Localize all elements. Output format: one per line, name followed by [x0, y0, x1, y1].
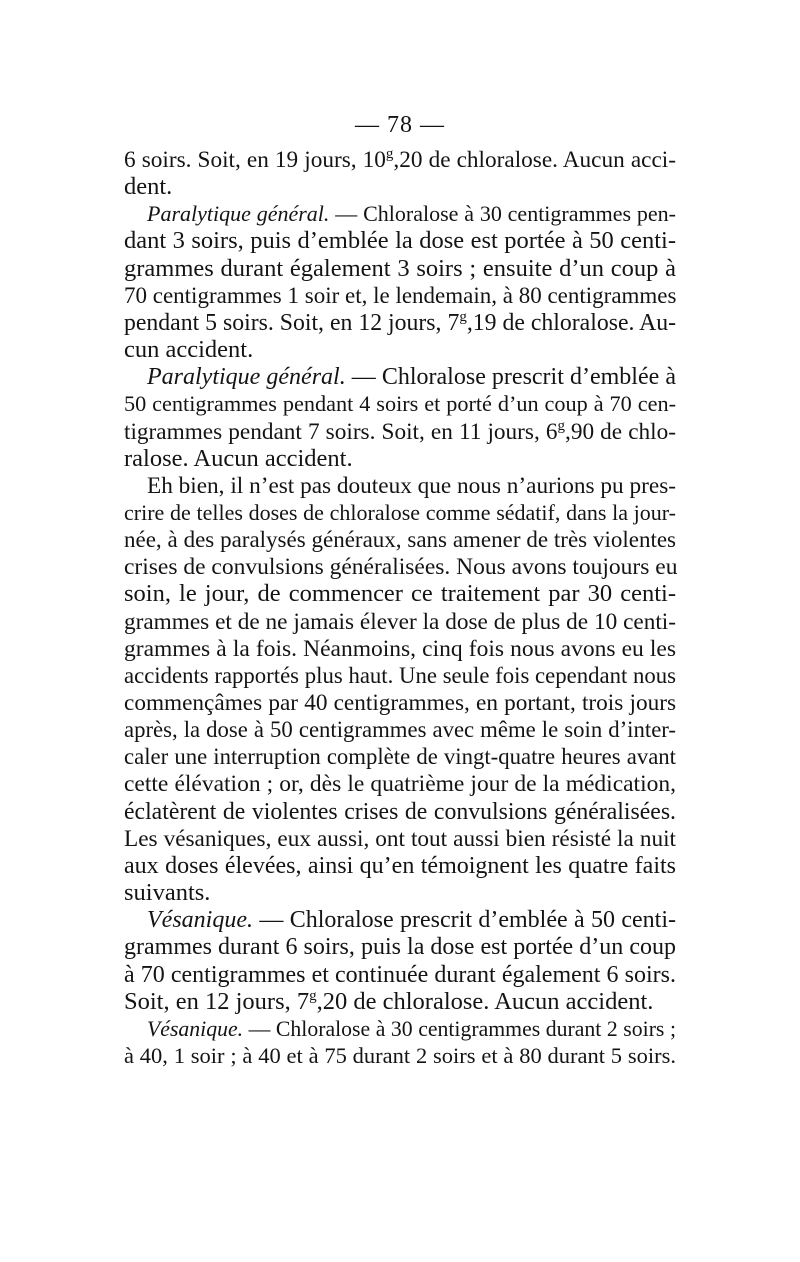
- line-text: ,90 de chlo-: [565, 418, 676, 445]
- text-line: [124, 281, 676, 311]
- text-line: [124, 688, 676, 718]
- line-text: Les vésaniques, eux aussi, ont tout aussi bien résisté la nuit: [124, 825, 676, 852]
- text-line: [124, 607, 676, 637]
- case-heading: Vésanique.: [147, 907, 253, 934]
- text-line: [147, 471, 676, 501]
- unit-superscript: g: [309, 987, 317, 1004]
- text-line: [124, 145, 676, 175]
- line-text: — Chloralose prescrit d’emblée à: [345, 364, 676, 391]
- text-line: [124, 389, 676, 419]
- line-text: à 70 centigrammes et continuée durant également 6 soirs.: [124, 961, 676, 988]
- line-text: née, à des paralysés généraux, sans amener de très violentes: [124, 527, 676, 553]
- text-line: [124, 634, 676, 664]
- line-text: à 40, 1 soir ; à 40 et à 75 durant 2 soirs et à 80 durant 5 soirs.: [124, 1042, 676, 1068]
- line-text: cette élévation ; or, dès le quatrième jour de la médication,: [124, 771, 676, 798]
- line-text: éclatèrent de violentes crises de convulsions généralisées.: [124, 798, 676, 825]
- line-text: grammes et de ne jamais élever la dose de plus de 10 centi-: [124, 608, 676, 635]
- text-line: [124, 1041, 676, 1071]
- text-line: [124, 851, 676, 881]
- line-text: tigrammes pendant 7 soirs. Soit, en 11 jours, 6: [124, 418, 558, 445]
- text-line: [124, 226, 676, 256]
- line-text: — Chloralose à 30 centigrammes durant 2 soirs ;: [243, 1016, 676, 1041]
- line-text: Soit, en 12 jours, 7: [124, 987, 310, 1015]
- line-text: ,19 de chloralose. Au-: [466, 309, 677, 336]
- text-line: [124, 824, 676, 854]
- line-text: 6 soirs. Soit, en 19 jours, 10: [124, 147, 386, 173]
- page-number: — 78 —: [355, 112, 445, 138]
- text-line: [124, 579, 676, 609]
- line-text: — Chloralose à 30 centigrammes pen-: [329, 201, 676, 227]
- line-text: ,20 de chloralose. Aucun acci-: [393, 147, 676, 173]
- unit-superscript: g: [385, 146, 394, 162]
- text-line: [147, 362, 676, 392]
- text-line: [124, 525, 676, 555]
- line-text: crises de convulsions généralisées. Nous avons toujours eu: [124, 554, 678, 581]
- text-line: [124, 987, 676, 1017]
- line-text: ralose. Aucun accident.: [124, 444, 353, 472]
- case-heading: Paralytique général.: [147, 364, 346, 391]
- text-line: [124, 742, 676, 772]
- case-heading: Paralytique général.: [147, 201, 330, 227]
- line-text: aux doses élevées, ainsi qu’en témoignent les quatre faits: [124, 852, 676, 879]
- case-heading: Vésanique.: [147, 1016, 244, 1041]
- unit-superscript: g: [557, 417, 565, 434]
- line-text: grammes à la fois. Néanmoins, cinq fois nous avons eu les: [124, 635, 676, 662]
- text-line: [124, 715, 676, 745]
- line-text: cun accident.: [124, 336, 254, 364]
- line-text: dant 3 soirs, puis d’emblée la dose est portée à 50 centi-: [124, 227, 676, 255]
- text-line: [124, 417, 676, 447]
- line-text: pendant 5 soirs. Soit, en 12 jours, 7: [124, 309, 460, 336]
- text-line: [124, 797, 676, 827]
- text-line: [124, 960, 676, 990]
- text-line: [124, 335, 676, 365]
- text-line: [124, 769, 676, 799]
- text-line: [147, 905, 676, 935]
- line-text: dent.: [124, 173, 173, 201]
- line-text: Eh bien, il n’est pas douteux que nous n’aurions pu pres-: [147, 472, 676, 499]
- line-text: suivants.: [124, 879, 211, 907]
- unit-superscript: g: [459, 308, 467, 325]
- line-text: — Chloralose prescrit d’emblée à 50 centi-: [252, 907, 676, 934]
- text-line: [124, 932, 676, 962]
- text-line: [124, 498, 676, 528]
- text-line: [124, 308, 676, 338]
- line-text: 50 centigrammes pendant 4 soirs et porté d’un coup à 70 cen-: [124, 391, 676, 417]
- line-text: grammes durant 6 soirs, puis la dose est portée d’un coup: [124, 934, 676, 961]
- line-text: accidents rapportés plus haut. Une seule fois cependant nous: [124, 662, 676, 688]
- text-line: [147, 1014, 676, 1044]
- line-text: soin, le jour, de commencer ce traitement par 30 centi-: [124, 580, 676, 608]
- line-text: commençâmes par 40 centigrammes, en portant, trois jours: [124, 690, 676, 716]
- text-line: [147, 199, 676, 229]
- line-text: caler une interruption complète de vingt-quatre heures avant: [124, 744, 676, 770]
- line-text: grammes durant également 3 soirs ; ensuite d’un coup à: [124, 254, 676, 282]
- text-line: [124, 444, 676, 474]
- line-text: 70 centigrammes 1 soir et, le lendemain, à 80 centigrammes: [124, 282, 677, 308]
- text-line: [124, 878, 676, 908]
- line-text: ,20 de chloralose. Aucun accident.: [316, 987, 654, 1015]
- line-text: crire de telles doses de chloralose comme sédatif, dans la jour-: [124, 499, 676, 525]
- text-line: [124, 172, 676, 202]
- line-text: après, la dose à 50 centigrammes avec même le soin d’inter-: [124, 717, 676, 743]
- text-line: [124, 254, 676, 284]
- text-line: [124, 661, 676, 691]
- text-line: [124, 552, 676, 582]
